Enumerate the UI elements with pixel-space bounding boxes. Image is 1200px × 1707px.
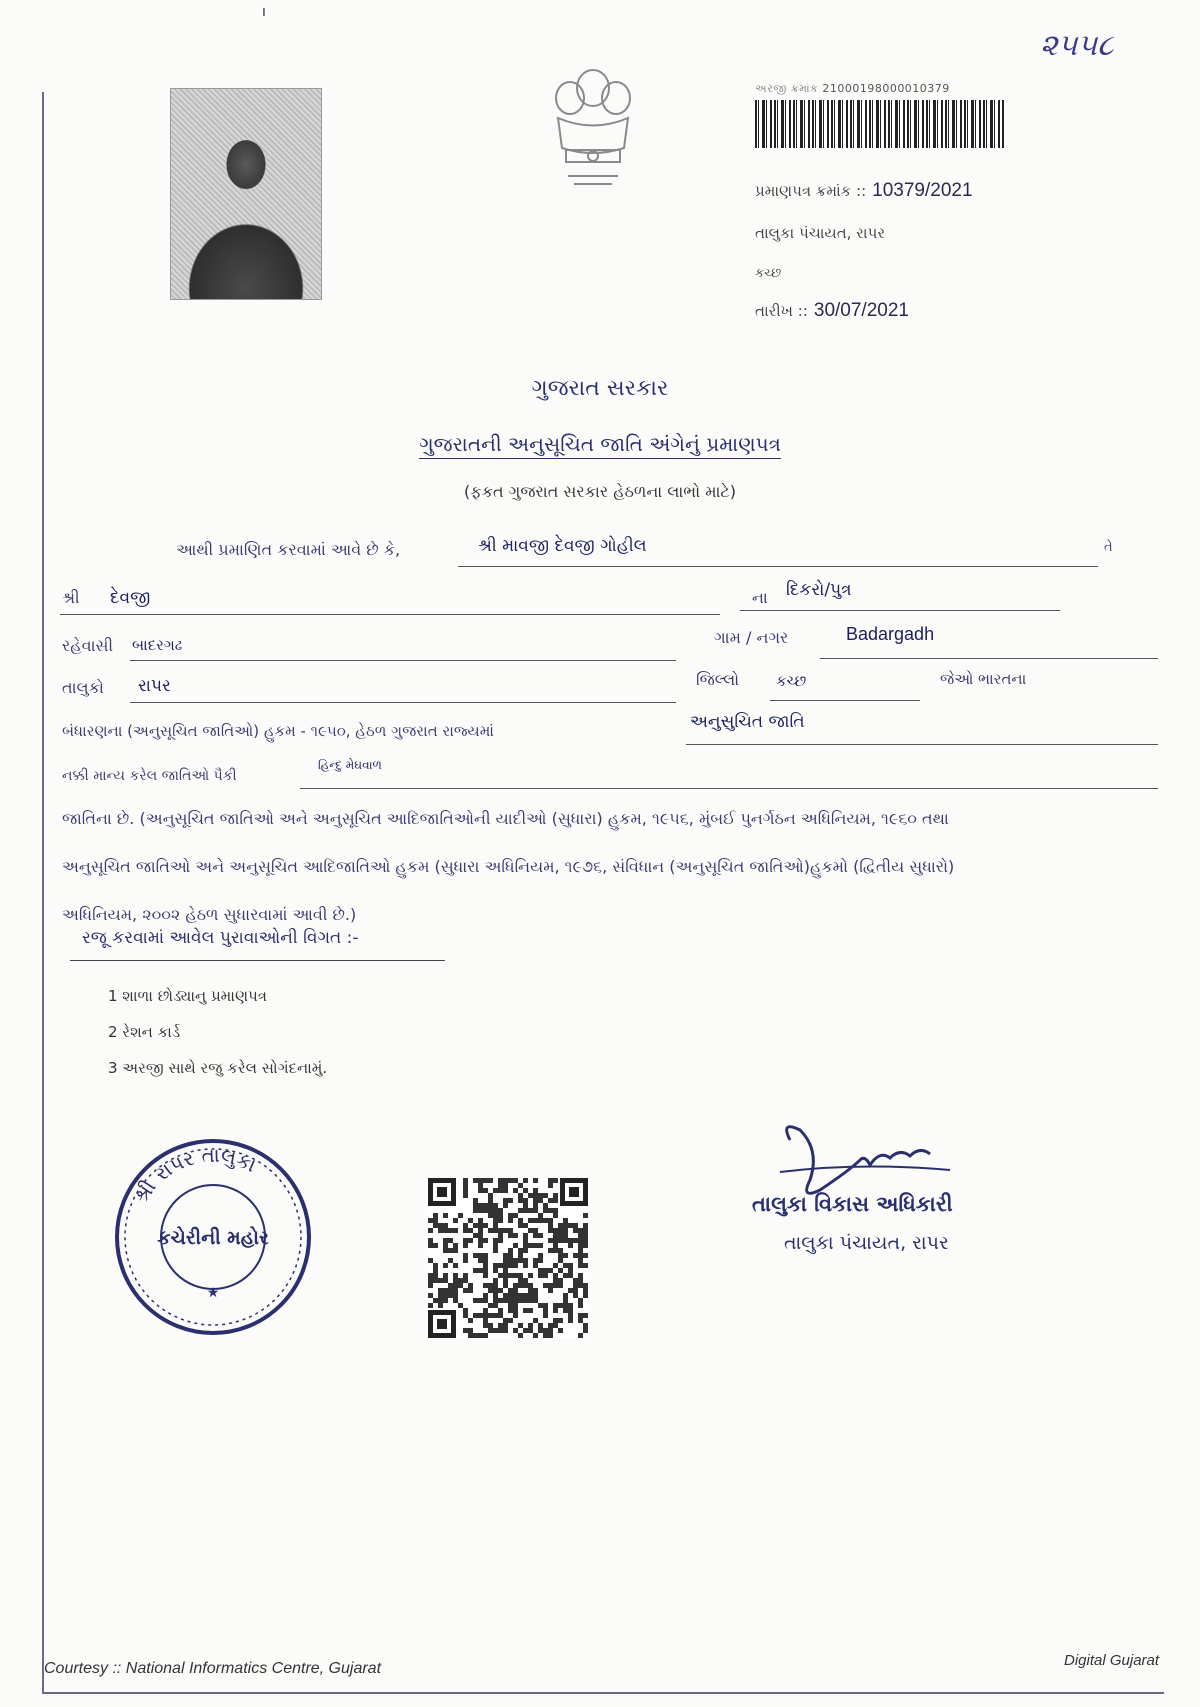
certificate-title: ગુજરાતની અનુસૂચિત જાતિ અંગેનું પ્રમાણપત્ર xyxy=(0,432,1200,456)
seal-center-text: કચેરીની મહોર xyxy=(157,1227,269,1249)
na-label: ના xyxy=(752,588,768,607)
resident-value: બાદરગઢ xyxy=(132,636,183,654)
evidence-item: 1 શાળા છોડ્યાનુ પ્રમાણપત્ર xyxy=(108,987,267,1005)
legal-paragraph xyxy=(62,795,1142,939)
district-label: જિલ્લો xyxy=(696,670,740,689)
footer-brand: Digital Gujarat xyxy=(1064,1652,1160,1669)
relation: દિકરો/પુત્ર xyxy=(786,580,852,600)
signature xyxy=(740,1110,1020,1250)
qr-code xyxy=(428,1178,588,1338)
resident-line xyxy=(130,660,676,661)
legal-paragraph-line-3: અધિનિયમ, ૨૦૦૨ હેઠળ સુધારવામાં આવી છે.) xyxy=(62,905,357,924)
father-name-line xyxy=(60,614,720,615)
constitution-text: બંધારણના (અનુસૂચિત જાતિઓ) હુકમ - ૧૯૫૦, હેઠળ ગુજરાત રાજ્યમાં xyxy=(62,722,494,740)
seal-text: શ્રી રાપર તાલુકા xyxy=(128,1142,260,1208)
village-line xyxy=(820,658,1158,659)
certificate-date: તારીખ :: 30/07/2021 xyxy=(755,300,909,321)
handwritten-note: ૨૫૫૮ xyxy=(1040,28,1114,63)
signatory-title: તાલુકા વિકાસ અધિકારી xyxy=(752,1192,953,1216)
taluka-label: તાલુકો xyxy=(62,678,104,697)
shri-label: શ્રી xyxy=(62,588,80,607)
father-name: દેવજી xyxy=(110,588,151,608)
application-number: અરજી ક્રમાંક 21000198000010379 xyxy=(755,82,950,95)
caste-line xyxy=(300,788,1158,789)
signatory-office: તાલુકા પંચાયત, રાપર xyxy=(784,1232,949,1254)
evidence-title-underline xyxy=(70,960,445,961)
evidence-title: રજૂ કરવામાં આવેલ પુરાવાઓની વિગત :- xyxy=(82,928,359,948)
evidence-item: 3 અરજી સાથે રજુ કરેલ સોગંદનામું. xyxy=(108,1059,328,1077)
village-label: ગામ / નગર xyxy=(714,628,789,647)
category: અનુસુચિત જાતિ xyxy=(690,712,805,732)
holder-name-line xyxy=(458,566,1098,567)
seal-star: ★ xyxy=(206,1285,220,1301)
notified-text: નક્કી માન્ય કરેલ જાતિઓ પૈકી xyxy=(62,768,237,784)
barcode-block xyxy=(755,82,1005,148)
issuer-district: કચ્છ xyxy=(755,266,782,281)
taluka-value: રાપર xyxy=(138,676,171,696)
corner-mark: ı xyxy=(262,4,266,20)
citizen-text: જેઓ ભારતના xyxy=(940,670,1027,688)
certify-prefix: આથી પ્રમાણિત કરવામાં આવે છે કે, xyxy=(176,540,401,559)
issuer-office: તાલુકા પંચાયત, રાપર xyxy=(755,224,886,242)
evidence-list xyxy=(108,978,327,1086)
caste: હિન્દુ મેઘવાળ xyxy=(318,758,382,772)
category-line xyxy=(686,744,1158,745)
district-value: કચ્છ xyxy=(776,672,807,690)
te-label: તે xyxy=(1104,540,1113,555)
relation-line xyxy=(740,610,1060,611)
legal-paragraph-line-1: જાતિના છે. (અનુસૂચિત જાતિઓ અને અનુસૂચિત આદિજાતિઓની યાદીઓ (સુધારા) હુકમ, ૧૯૫૬, મુંબઈ પુનર્ગઠન અધિનિયમ, ૧૯૬૦ તથા xyxy=(62,809,949,828)
district-line xyxy=(770,700,920,701)
barcode xyxy=(755,100,1005,148)
certificate-number: પ્રમાણપત્ર ક્રમાંક :: 10379/2021 xyxy=(755,180,973,201)
holder-name: શ્રી માવજી દેવજી ગોહીલ xyxy=(478,536,647,556)
resident-label: રહેવાસી xyxy=(62,636,114,655)
taluka-line xyxy=(130,702,676,703)
holder-photo xyxy=(170,88,322,300)
office-seal xyxy=(108,1132,318,1342)
certificate-subtitle: (ફકત ગુજરાત સરકાર હેઠળના લાભો માટે) xyxy=(464,482,736,501)
legal-paragraph-line-2: અનુસૂચિત જાતિઓ અને અનુસૂચિત આદિજાતિઓ હુકમ (સુધારા અધિનિયમ, ૧૯૭૬, સંવિધાન (અનુસૂચિત જાતિઓ)હુકમો (દ્વિતીય સુધારો) xyxy=(62,857,955,876)
evidence-item: 2 રેશન કાર્ડ xyxy=(108,1023,181,1041)
government-heading: ગુજરાત સરકાર xyxy=(531,376,669,401)
village-value: Badargadh xyxy=(846,624,935,644)
footer-courtesy: Courtesy :: National Informatics Centre, Gujarat xyxy=(44,1660,382,1677)
national-emblem-icon xyxy=(538,58,648,208)
